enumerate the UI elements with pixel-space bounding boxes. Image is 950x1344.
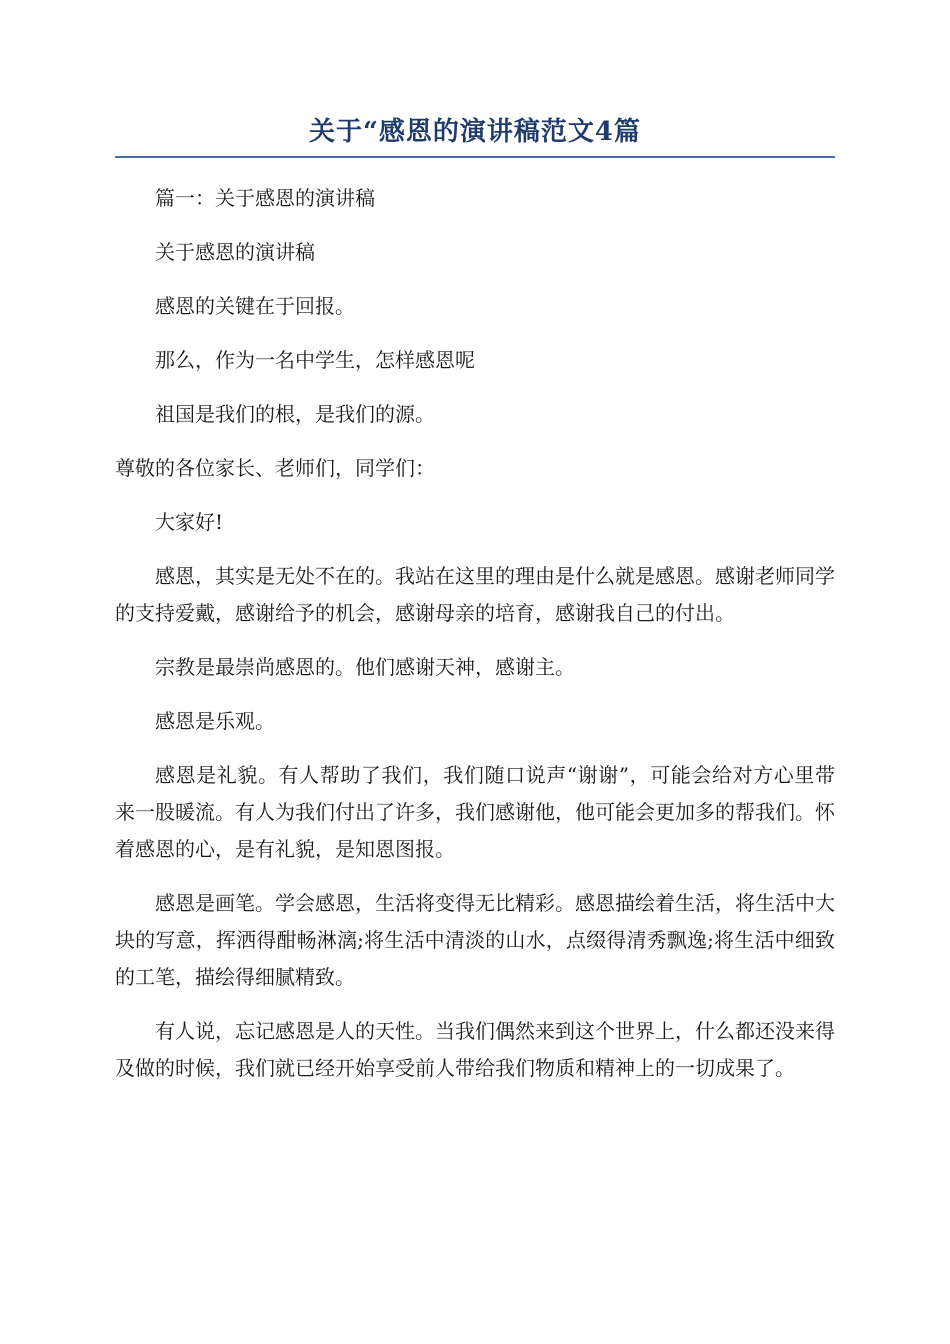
greeting: 大家好!: [155, 510, 224, 534]
paragraph: 感恩是礼貌。有人帮助了我们，我们随口说声“谢谢”，可能会给对方心里带来一股暖流。有人为我们付出了许多，我们感谢他，他可能会更加多的帮我们。怀着感恩的心，是有礼貌，是知恩图报。: [115, 763, 835, 861]
paragraph: 关于感恩的演讲稿: [155, 240, 315, 264]
paragraph: 感恩是画笔。学会感恩，生活将变得无比精彩。感恩描绘着生活，将生活中大块的写意，挥洒得酣畅淋漓;将生活中清淡的山水，点缀得清秀飘逸;将生活中细致的工笔，描绘得细腻精致。: [115, 891, 835, 989]
salutation: 尊敬的各位家长、老师们，同学们：: [115, 456, 435, 480]
paragraph: 感恩是乐观。: [155, 709, 275, 733]
paragraph: 感恩，其实是无处不在的。我站在这里的理由是什么就是感恩。感谢老师同学的支持爱戴，感谢给予的机会，感谢母亲的培育，感谢我自己的付出。: [115, 564, 835, 625]
paragraph: 有人说，忘记感恩是人的天性。当我们偶然来到这个世界上，什么都还没来得及做的时候，我们就已经开始享受前人带给我们物质和精神上的一切成果了。: [115, 1019, 835, 1080]
paragraph: 感恩的关键在于回报。: [155, 294, 355, 318]
paragraph: 篇一：关于感恩的演讲稿: [155, 186, 375, 210]
paragraph: 那么，作为一名中学生，怎样感恩呢: [155, 348, 475, 372]
document-page: [115, 110, 835, 1104]
document-body: [115, 180, 835, 1087]
document-title: 关于“感恩的演讲稿范文4篇: [115, 110, 835, 158]
paragraph: 宗教是最崇尚感恩的。他们感谢天神，感谢主。: [155, 655, 575, 679]
paragraph: 祖国是我们的根，是我们的源。: [155, 402, 435, 426]
